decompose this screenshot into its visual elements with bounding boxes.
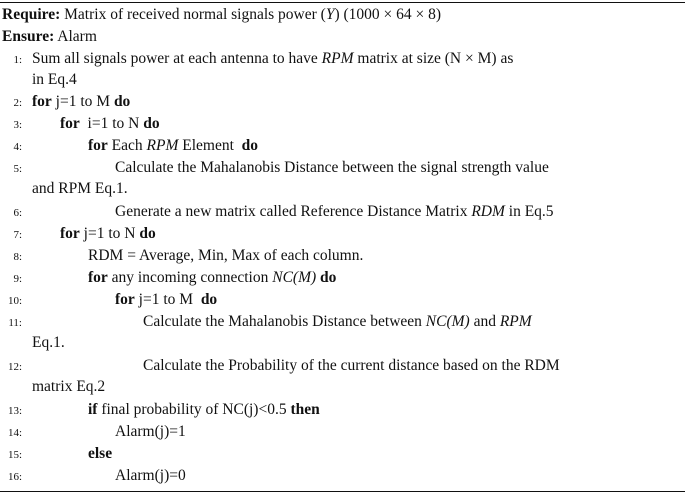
require-line <box>2 4 441 26</box>
line-text-b: Element <box>178 137 242 154</box>
line-text <box>32 48 513 70</box>
line-number: 2: <box>13 97 22 109</box>
keyword-do: do <box>200 291 218 308</box>
algo-line-1 <box>0 48 685 70</box>
line-continuation: and RPM Eq.1. <box>32 180 128 197</box>
keyword-do: do <box>113 93 131 110</box>
require-label: Require: <box>2 6 61 23</box>
line-var: NC(M) <box>272 269 317 286</box>
line-text <box>115 201 554 223</box>
keyword-do: do <box>143 115 160 132</box>
line-text-a: j=1 to M <box>51 93 114 110</box>
line-text-a: Each <box>107 137 147 154</box>
line-var: RPM <box>146 137 179 154</box>
line-continuation: Eq.1. <box>32 334 65 351</box>
line-var: RPM <box>321 50 354 67</box>
line-text <box>143 311 532 333</box>
line-text-a: i=1 to N <box>79 115 144 132</box>
line-text <box>32 91 130 113</box>
line-number: 1: <box>13 54 22 66</box>
require-text-a: Matrix of received normal signals power ( <box>64 6 326 23</box>
line-text: RDM = Average, Min, Max of each column. <box>88 247 364 264</box>
line-text-b: matrix at size (N × M) as <box>353 50 514 67</box>
line-text-a: final probability of NC(j)<0.5 <box>97 401 291 418</box>
line-number: 6: <box>13 207 22 219</box>
keyword-for: for <box>115 291 135 308</box>
line-number: 3: <box>13 119 22 131</box>
line-number: 15: <box>7 449 22 461</box>
line-number: 7: <box>13 229 22 241</box>
keyword-for: for <box>60 225 80 242</box>
ensure-label: Ensure: <box>2 28 55 45</box>
line-number: 5: <box>13 163 22 175</box>
line-var-2: RPM <box>499 313 532 330</box>
line-number: 9: <box>13 273 22 285</box>
line-number: 13: <box>7 405 22 417</box>
ensure-text: Alarm <box>57 28 97 45</box>
keyword-then: then <box>290 401 320 418</box>
line-var: RDM <box>471 203 505 220</box>
line-text-a: j=1 to N <box>79 225 140 242</box>
line-continuation: matrix Eq.2 <box>32 378 106 395</box>
require-var: Y <box>325 6 335 23</box>
line-text <box>115 289 217 311</box>
keyword-if: if <box>88 401 98 418</box>
line-text: Calculate the Probability of the current distance based on the RDM <box>143 357 560 374</box>
line-text <box>60 113 160 135</box>
line-text: Alarm(j)=1 <box>115 423 186 440</box>
line-text <box>88 135 258 157</box>
keyword-do: do <box>139 225 156 242</box>
line-number: 12: <box>7 361 22 373</box>
keyword-else: else <box>88 445 113 462</box>
ensure-line <box>2 26 97 48</box>
line-text-a: j=1 to M <box>134 291 201 308</box>
line-text <box>60 223 156 245</box>
line-text-b: in Eq.5 <box>504 203 554 220</box>
line-number: 8: <box>13 251 22 263</box>
line-text: Alarm(j)=0 <box>115 467 186 484</box>
line-text-a: any incoming connection <box>107 269 273 286</box>
line-text-mid: and <box>469 313 500 330</box>
line-var-1: NC(M) <box>425 313 470 330</box>
keyword-do: do <box>241 137 259 154</box>
keyword-for: for <box>32 93 52 110</box>
line-number: 10: <box>7 295 22 307</box>
bottom-rule <box>0 491 685 492</box>
keyword-for: for <box>88 137 108 154</box>
line-continuation: in Eq.4 <box>32 71 77 88</box>
keyword-for: for <box>60 115 80 132</box>
keyword-do: do <box>320 269 337 286</box>
keyword-for: for <box>88 269 108 286</box>
line-number: 14: <box>7 427 22 439</box>
line-number: 16: <box>7 471 22 483</box>
line-text-a: Generate a new matrix called Reference Distance Matrix <box>115 203 472 220</box>
require-text-b: ) (1000 × 64 × 8) <box>334 6 442 23</box>
line-number: 11: <box>8 317 22 329</box>
top-rule <box>0 2 685 3</box>
line-text <box>88 267 336 289</box>
line-text <box>88 399 320 421</box>
line-text-a: Calculate the Mahalanobis Distance between <box>143 313 426 330</box>
line-number: 4: <box>13 141 22 153</box>
line-text-a: Sum all signals power at each antenna to have <box>32 50 322 67</box>
line-text: Calculate the Mahalanobis Distance between the signal strength value <box>115 159 549 176</box>
